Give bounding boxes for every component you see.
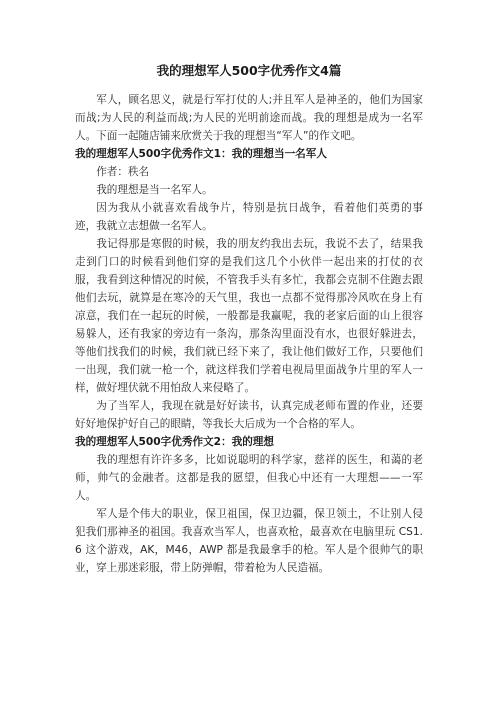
- essay-2-paragraph: 军人是个伟大的职业，保卫祖国，保卫边疆，保卫领土，不让别人侵犯我们那神圣的祖国。我喜欢当军人，也喜欢枪，最喜欢在电脑里玩 CS1.6 这个游戏，AK，M46，AWP 都是我最拿手的枪。军人是个很帅气的职业，穿上那迷彩服，带上防弹帽，带着枪为人民造福。: [75, 508, 423, 574]
- essay-1-heading: 我的理想军人500字优秀作文1：我的理想当一名军人: [75, 148, 327, 160]
- document-page: [75, 62, 423, 577]
- essay-1-paragraph: 为了当军人，我现在就是好好读书，认真完成老师布置的作业，还要好好地保护好自己的眼睛，等我长大后成为一个合格的军人。: [75, 400, 423, 430]
- essay-1-paragraph: 我的理想是当一名军人。: [96, 184, 213, 196]
- essay-1-paragraph: 因为我从小就喜欢看战争片，特别是抗日战争，看着他们英勇的事迹，我就立志想做一名军人。: [75, 202, 423, 232]
- intro-paragraph: 军人，顾名思义，就是行军打仗的人;并且军人是神圣的，他们为国家而战;为人民的利益而战;为人民的光明前途而战。我的理想是成为一名军人。下面一起随店铺来欣赏关于我的理想当“军人”的作文吧。: [75, 94, 423, 142]
- essay-2-paragraph: 我的理想有许许多多，比如说聪明的科学家，慈祥的医生，和蔼的老师，帅气的金融者。这都是我的愿望，但我心中还有一大理想——一军人。: [75, 454, 423, 502]
- document-title: 我的理想军人500字优秀作文4篇: [156, 63, 342, 78]
- essay-1-author: 作者：秩名: [96, 166, 150, 178]
- essay-1-paragraph: 我记得那是寒假的时候，我的朋友约我出去玩，我说不去了，结果我走到门口的时候看到他们穿的是我们这几个小伙伴一起出来的打仗的衣服，我看到这种情况的时候，不管我手头有多忙，我都会克制不住跑去跟他们去玩，就算是在寒冷的天气里，我也一点都不觉得那冷风吹在身上有凉意，我们在一起玩的时候，一般都是我赢呢，我的老家后面的山上很容易躲人，还有我家的旁边有一条沟，那条沟里面没有水，也很好躲进去，等他们找我们的时候，我们就已经下来了，我让他们做好工作，只要他们一出现，我们就一枪一个，就这样我们学着电视局里面战争片里的军人一样，做好埋伏就不用怕敌人来侵略了。: [75, 238, 423, 394]
- essay-2-heading: 我的理想军人500字优秀作文2：我的理想: [75, 436, 274, 448]
